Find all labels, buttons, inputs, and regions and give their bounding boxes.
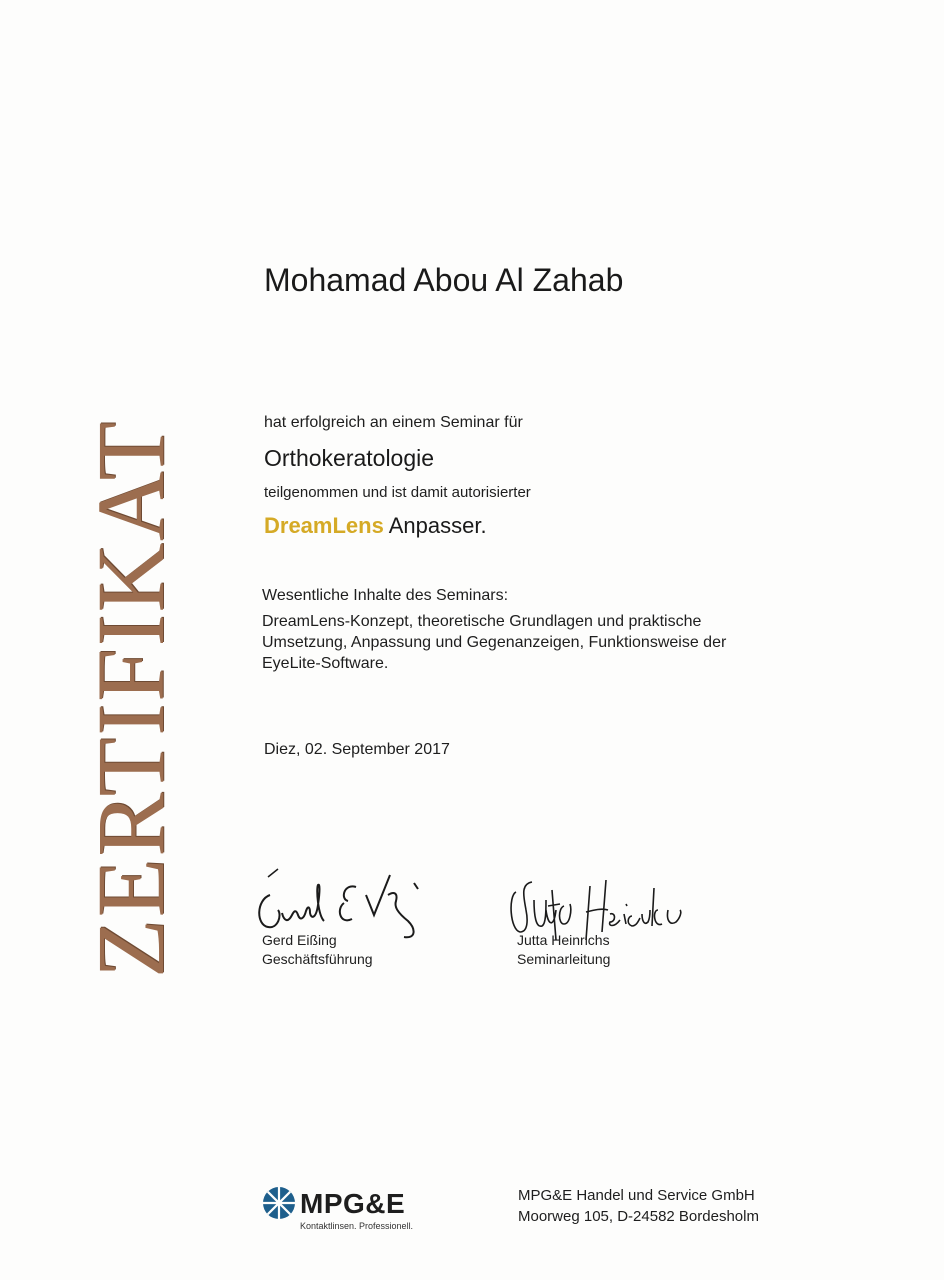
certificate-title: ZERTIFIKAT	[77, 419, 184, 978]
company-info	[518, 1185, 759, 1227]
seminar-subject: Orthokeratologie	[264, 445, 435, 471]
signatory-1-name: Gerd Eißing	[262, 932, 337, 948]
logo-tagline: Kontaktlinsen. Professionell.	[300, 1221, 414, 1231]
signatory-2	[517, 931, 610, 969]
role-text: Anpasser.	[383, 513, 487, 538]
signatory-1-title: Geschäftsführung	[262, 951, 373, 967]
participation-line: teilgenommen und ist damit autorisierter	[264, 484, 531, 501]
logo-mark-icon	[262, 1186, 296, 1220]
issue-date: Diez, 02. September 2017	[264, 741, 450, 758]
contents-heading: Wesentliche Inhalte des Seminars:	[262, 587, 509, 604]
logo-wordmark: MPG&E	[300, 1188, 406, 1219]
authorization-line	[264, 513, 487, 539]
company-name: MPG&E Handel und Service GmbH	[518, 1187, 755, 1204]
mpge-logo	[262, 1186, 442, 1232]
company-address: Moorweg 105, D-24582 Bordesholm	[518, 1208, 759, 1225]
contents-text: DreamLens-Konzept, theoretische Grundlagen und praktische Umsetzung, Anpassung und Gegenanzeigen, Funktionsweise der EyeLite-Software.	[262, 613, 727, 672]
signatory-1	[262, 931, 373, 969]
signatory-2-title: Seminarleitung	[517, 951, 611, 967]
signatory-2-name: Jutta Heinrichs	[517, 932, 610, 948]
intro-line: hat erfolgreich an einem Seminar für	[264, 414, 523, 431]
recipient-name: Mohamad Abou Al Zahab	[264, 262, 624, 298]
brand-name: DreamLens	[264, 513, 384, 538]
